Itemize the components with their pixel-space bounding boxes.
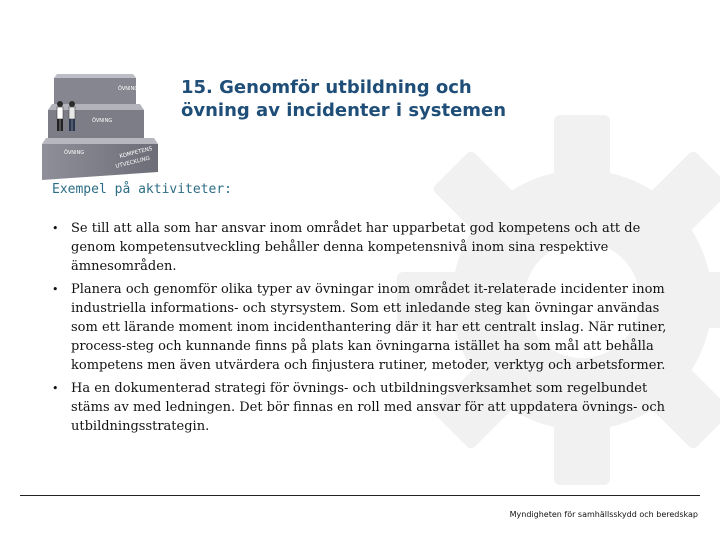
step-label-top: ÖVNING <box>118 86 139 92</box>
bullet-icon: • <box>52 381 59 395</box>
list-item <box>52 379 682 437</box>
slide-title-line-2: övning av incidenter i systemen <box>181 100 507 121</box>
bullet-icon: • <box>52 222 59 235</box>
step-label-bottom-left: ÖVNING <box>64 150 85 156</box>
list-item-text: Se till att alla som har ansvar inom området har upparbetat god kompetens och att de genom kompetensutveckling behåller denna kompetensnivå inom sina respektive ämnesområden. <box>71 221 641 275</box>
staircase-illustration <box>40 74 158 184</box>
step-label-competence: KOMPETENS <box>119 145 154 160</box>
slide-title <box>181 76 506 122</box>
list-item <box>52 280 682 376</box>
footer-organization: Myndigheten för samhällsskydd och beredskap <box>509 510 698 519</box>
footer-divider <box>20 495 700 496</box>
list-item-text: Ha en dokumenterad strategi för övnings- och utbildningsverksamhet som regelbundet stäms av med ledningen. Det bör finnas en roll med ansvar för att uppdatera övnings- och utbildningsstrategin. <box>71 380 666 435</box>
list-item <box>52 219 682 277</box>
activity-list <box>52 219 682 439</box>
step-label-development: UTVECKLING <box>115 155 151 170</box>
list-item-text: Planera och genomför olika typer av övningar inom området it-relaterade incidenter inom industriella informations- och styrsystem. Som ett inledande steg kan övningar användas som ett lärande moment inom incidenthantering där it har ett centralt inslag. När rutiner, process-steg och kunnande finns på plats kan övningarna istället ha som mål att behålla kompetens men även utvärdera och finjustera rutiner, metoder, verktyg och arbetsformer. <box>71 281 667 374</box>
bullet-icon: • <box>52 282 59 296</box>
step-label-middle: ÖVNING <box>92 118 113 124</box>
activities-heading: Exempel på aktiviteter: <box>52 182 233 197</box>
slide-title-line-1: 15. Genomför utbildning och <box>181 77 472 98</box>
